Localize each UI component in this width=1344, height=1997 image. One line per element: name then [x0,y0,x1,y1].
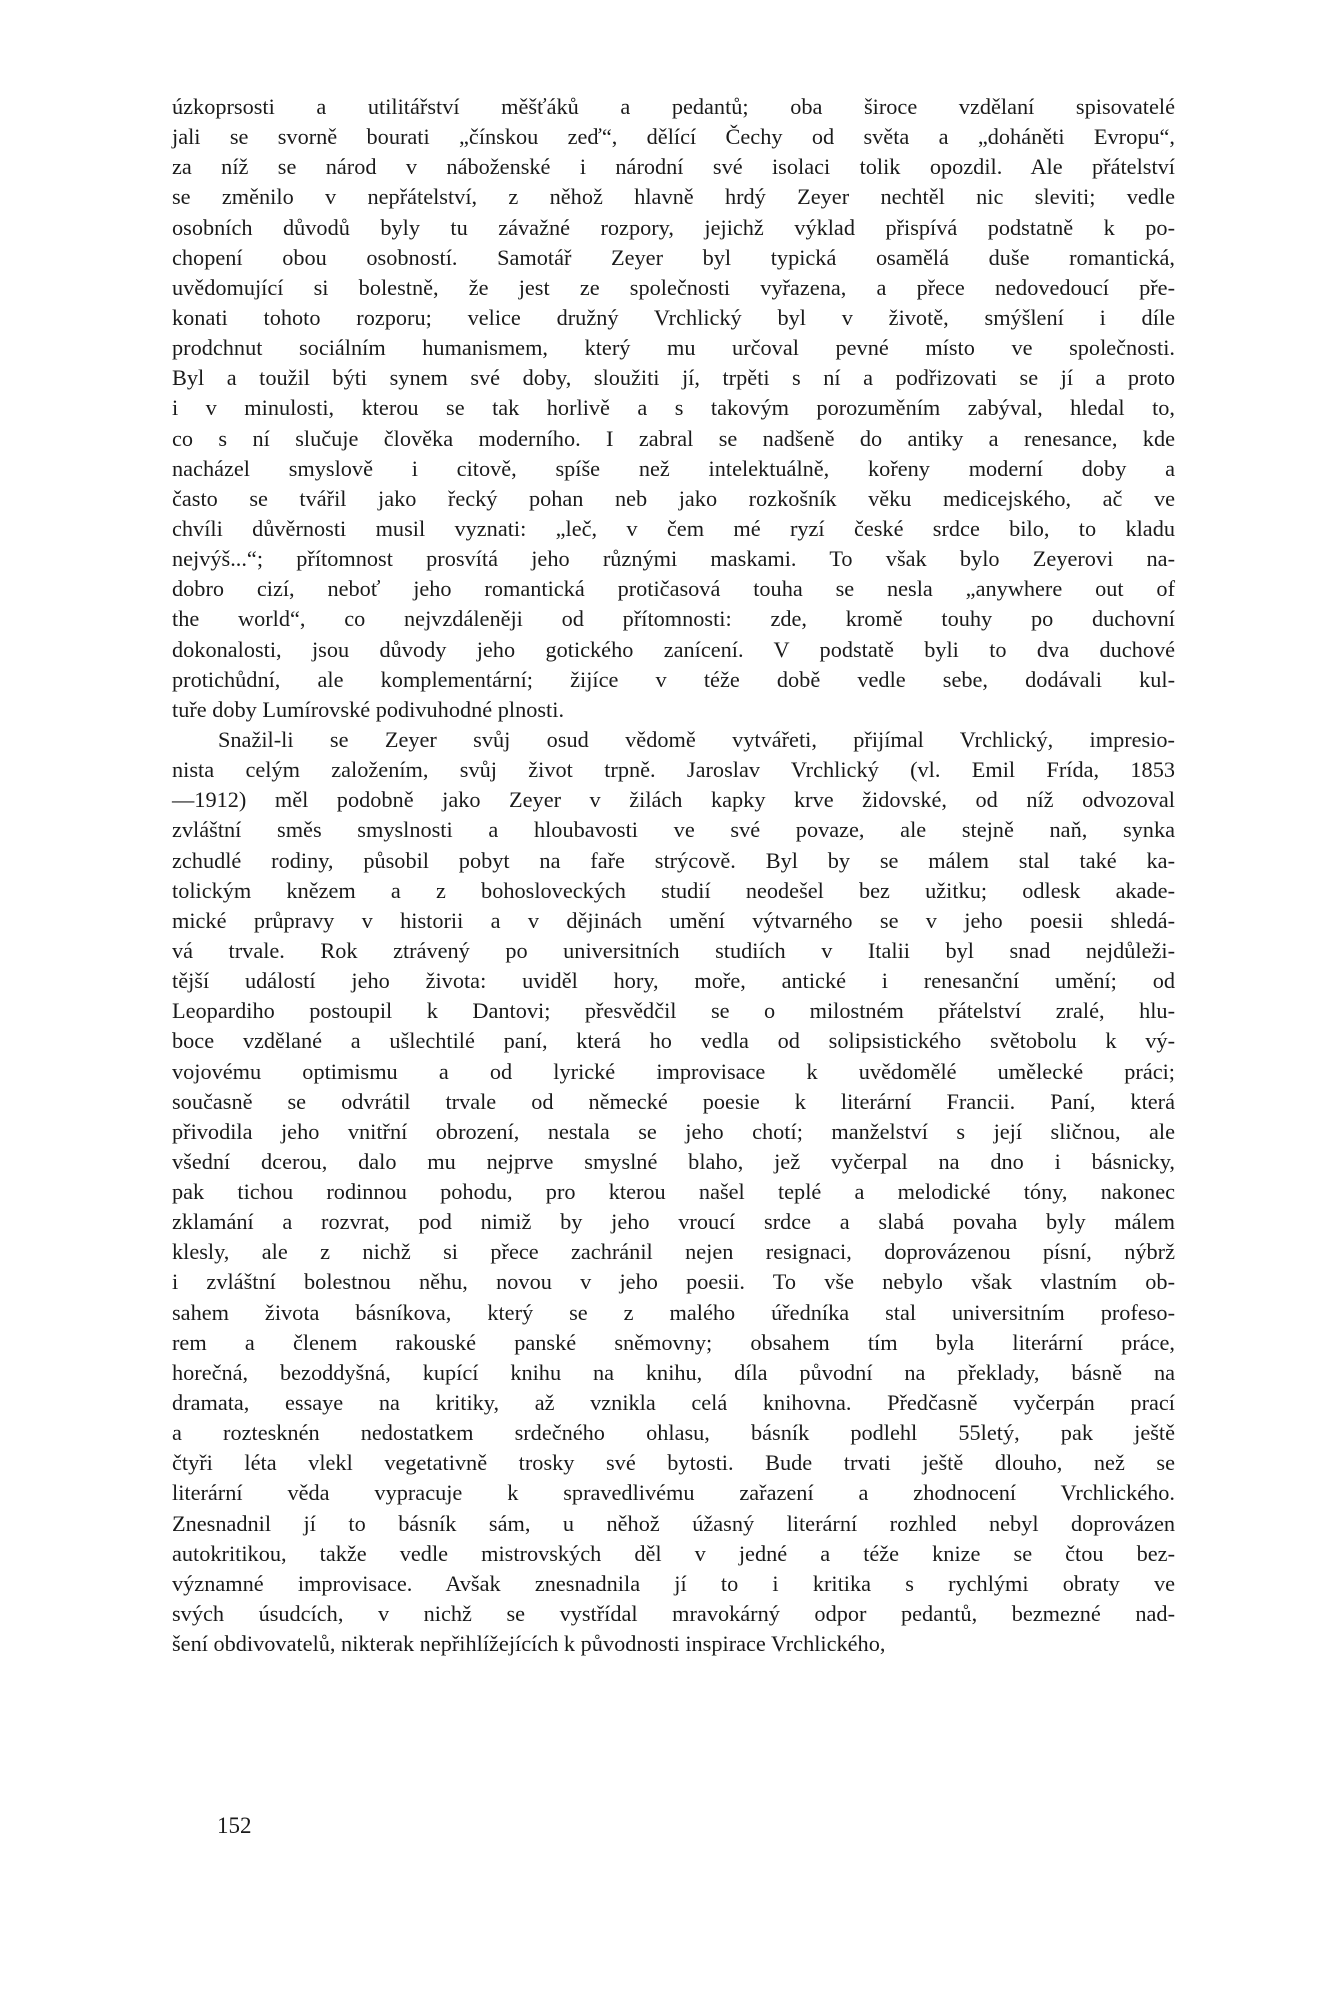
text-line: Byl a toužil býti synem své doby, sloužiti jí, trpěti s ní a podřizovati se jí a proto [172,365,1175,391]
text-line: rem a členem rakouské panské sněmovny; obsahem tím byla literární práce, [172,1329,1175,1355]
text-line: boce vzdělané a ušlechtilé paní, která ho vedla od solipsistického světobolu k vý- [172,1028,1175,1054]
text-line: vojovému optimismu a od lyrické improvisace k uvědomělé umělecké práci; [172,1058,1175,1084]
text-line: dramata, essaye na kritiky, až vznikla celá knihovna. Předčasně vyčerpán prací [172,1390,1175,1416]
text-line: i v minulosti, kterou se tak horlivě a s takovým porozuměním zabýval, hledal to, [172,395,1175,421]
text-line: chvíli důvěrnosti musil vyznati: „leč, v čem mé ryzí české srdce bilo, to kladu [172,515,1175,541]
text-line: zchudlé rodiny, působil pobyt na faře strýcově. Byl by se málem stal také ka- [172,847,1175,873]
text-line: chopení obou osobností. Samotář Zeyer byl typická osamělá duše romantická, [172,244,1175,270]
text-line: nejvýš...“; přítomnost prosvítá jeho různými maskami. To však bylo Zeyerovi na- [172,546,1175,572]
text-line: dokonalosti, jsou důvody jeho gotického zanícení. V podstatě byli to dva duchové [172,636,1175,662]
text-line: co s ní slučuje člověka moderního. I zabral se nadšeně do antiky a renesance, kde [172,425,1175,451]
text-line: klesly, ale z nichž si přece zachránil nejen resignaci, doprovázenou písní, nýbrž [172,1239,1175,1265]
text-line: the world“, co nejvzdáleněji od přítomnosti: zde, kromě touhy po duchovní [172,606,1175,632]
text-line: autokritikou, takže vedle mistrovských děl v jedné a téže knize se čtou bez- [172,1540,1175,1566]
text-line: Znesnadnil jí to básník sám, u něhož úžasný literární rozhled nebyl doprovázen [172,1510,1175,1536]
text-line: významné improvisace. Avšak znesnadnila jí to i kritika s rychlými obraty ve [172,1570,1175,1596]
text-line: zklamání a rozvrat, pod nimiž by jeho vroucí srdce a slabá povaha byly málem [172,1209,1175,1235]
text-line: nacházel smyslově i citově, spíše než intelektuálně, kořeny moderní doby a [172,455,1175,481]
text-line: protichůdní, ale komplementární; žijíce v téže době vedle sebe, dodávali kul- [172,666,1175,692]
text-line: čtyři léta vlekl vegetativně trosky své bytosti. Bude trvati ještě dlouho, než se [172,1450,1175,1476]
text-line: vá trvale. Rok ztrávený po universitních studiích v Italii byl snad nejdůleži- [172,937,1175,963]
text-line: Snažil-li se Zeyer svůj osud vědomě vytvářeti, přijímal Vrchlický, impresio- [218,726,1175,752]
text-line: tuře doby Lumírovské podivuhodné plnosti. [172,696,565,722]
text-line: mické průpravy v historii a v dějinách umění výtvarného se v jeho poesii shledá- [172,907,1175,933]
text-line: se změnilo v nepřátelství, z něhož hlavně hrdý Zeyer nechtěl nic sleviti; vedle [172,184,1175,210]
paragraph [172,92,1175,725]
text-line: a roztesknén nedostatkem srdečného ohlasu, básník podlehl 55letý, pak ještě [172,1420,1175,1446]
text-line: tolickým knězem a z bohosloveckých studií neodešel bez užitku; odlesk akade- [172,877,1175,903]
text-line: Leopardiho postoupil k Dantovi; přesvědčil se o milostném přátelství zralé, hlu- [172,998,1175,1024]
text-line: šení obdivovatelů, nikterak nepřihlížejících k původnosti inspirace Vrchlického, [172,1631,886,1657]
body-text [172,92,1175,1659]
text-line: tější událostí jeho života: uviděl hory, moře, antické i renesanční umění; od [172,968,1175,994]
text-line: horečná, bezoddyšná, kupící knihu na knihu, díla původní na překlady, básně na [172,1359,1175,1385]
text-line: —1912) měl podobně jako Zeyer v žilách kapky krve židovské, od níž odvozoval [172,787,1175,813]
text-line: přivodila jeho vnitřní obrození, nestala se jeho chotí; manželství s její sličnou, ale [172,1118,1175,1144]
text-line: současně se odvrátil trvale od německé poesie k literární Francii. Paní, která [172,1088,1175,1114]
text-line: jali se svorně bourati „čínskou zeď“, dělící Čechy od světa a „doháněti Evropu“, [172,124,1175,150]
text-line: dobro cizí, neboť jeho romantická protičasová touha se nesla „anywhere out of [172,576,1175,602]
text-line: prodchnut sociálním humanismem, který mu určoval pevné místo ve společnosti. [172,335,1175,361]
text-line: za níž se národ v náboženské i národní své isolaci tolik opozdil. Ale přátelství [172,154,1175,180]
text-line: uvědomující si bolestně, že jest ze společnosti vyřazena, a přece nedovedoucí pře- [172,274,1175,300]
text-line: pak tichou rodinnou pohodu, pro kterou našel teplé a melodické tóny, nakonec [172,1179,1175,1205]
text-line: literární věda vypracuje k spravedlivému zařazení a zhodnocení Vrchlického. [172,1480,1175,1506]
text-line: často se tvářil jako řecký pohan neb jako rozkošník věku medicejského, ač ve [172,485,1175,511]
text-line: všední dcerou, dalo mu nejprve smyslné blaho, jež vyčerpal na dno i básnicky, [172,1148,1175,1174]
text-line: i zvláštní bolestnou něhu, novou v jeho poesii. To vše nebylo však vlastním ob- [172,1269,1175,1295]
page-number: 152 [217,1813,252,1838]
text-line: úzkoprsosti a utilitářství měšťáků a pedantů; oba široce vzdělaní spisovatelé [172,94,1175,119]
text-line: sahem života básníkova, který se z malého úředníka stal universitním profeso- [172,1299,1175,1325]
text-line: konati tohoto rozporu; velice družný Vrchlický byl v životě, smýšlení i díle [172,304,1175,330]
text-line: nista celým založením, svůj život trpně. Jaroslav Vrchlický (vl. Emil Frída, 1853 [172,757,1175,783]
paragraph [172,725,1175,1659]
text-line: zvláštní směs smyslnosti a hloubavosti ve své povaze, ale stejně naň, synka [172,817,1175,843]
text-line: osobních důvodů byly tu závažné rozpory, jejichž výklad přispívá podstatně k po- [172,214,1175,240]
text-line: svých úsudcích, v nichž se vystřídal mravokárný odpor pedantů, bezmezné nad- [172,1601,1175,1627]
